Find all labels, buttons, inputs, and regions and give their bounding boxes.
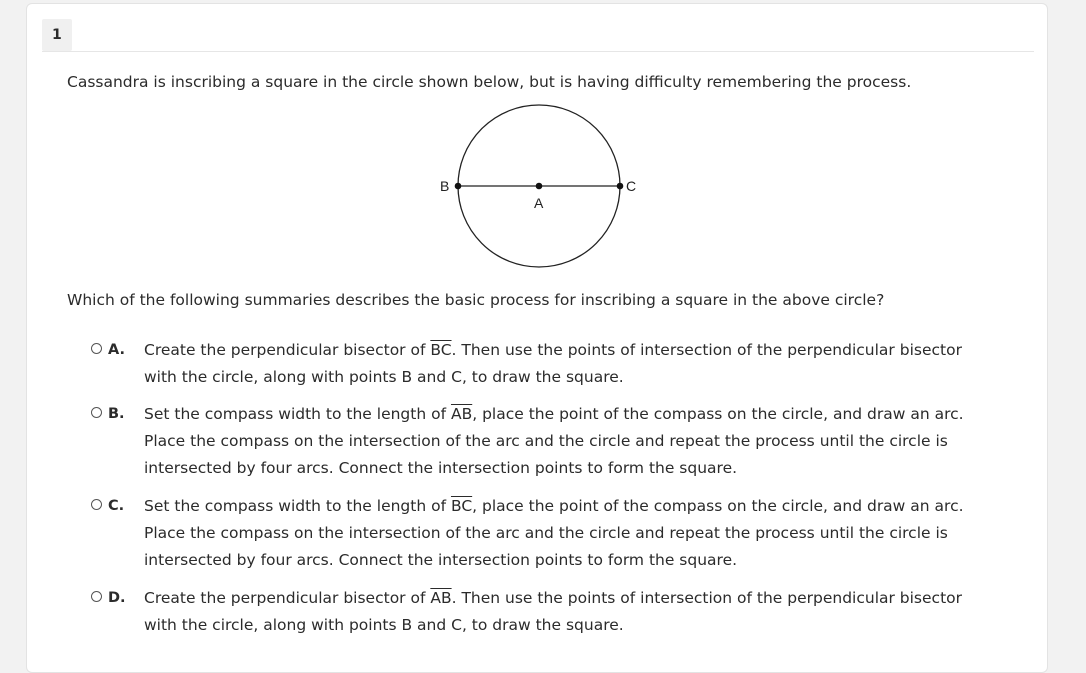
radio-option-b[interactable] (91, 407, 102, 418)
point-b (455, 183, 462, 190)
option-text: Set the compass width to the length of $\overline{AB}$, place the point of the compass on the circle, and draw an arc. Place the compass on the intersection of the arc and the circle and repeat the process until the circle is intersected by four arcs. Connect the intersection points to form the square. (144, 405, 964, 477)
option-text: Create the perpendicular bisector of $\overline{AB}$. Then use the points of intersection of the perpendicular bisector with the circle, along with points B and C, to draw the square. (144, 589, 963, 634)
point-a (536, 183, 543, 190)
question-prompt: Cassandra is inscribing a square in the circle shown below, but is having difficulty remembering the process. (67, 73, 912, 91)
option-letter: B. (108, 406, 125, 422)
question-number: 1 (42, 19, 72, 51)
segment-ab: $\overline{AB}$ (450, 405, 473, 423)
option-letter: C. (108, 498, 125, 514)
option-letter: A. (108, 342, 125, 358)
option-text: Set the compass width to the length of $\overline{BC}$, place the point of the compass on the circle, and draw an arc. Place the compass on the intersection of the arc and the circle and repeat the process until the circle is intersected by four arcs. Connect the intersection points to form the square. (144, 497, 964, 569)
question-card (26, 3, 1048, 673)
option-text: Create the perpendicular bisector of $\overline{BC}$. Then use the points of intersection of the perpendicular bisector with the circle, along with points B and C, to draw the square. (144, 341, 962, 386)
segment-ab: $\overline{AB}$ (430, 589, 452, 607)
label-b: B (440, 178, 450, 194)
label-c: C (626, 178, 637, 194)
header-divider (42, 51, 1034, 52)
radio-option-a[interactable] (91, 343, 102, 354)
label-a: A (534, 195, 544, 211)
circle-diagram (427, 99, 667, 279)
point-c (617, 183, 624, 190)
radio-option-c[interactable] (91, 499, 102, 510)
segment-bc: $\overline{BC}$ (430, 341, 452, 359)
question-ask: Which of the following summaries describes the basic process for inscribing a square in the above circle? (67, 291, 885, 309)
radio-option-d[interactable] (91, 591, 102, 602)
option-letter: D. (108, 590, 126, 606)
segment-bc: $\overline{BC}$ (450, 497, 473, 515)
